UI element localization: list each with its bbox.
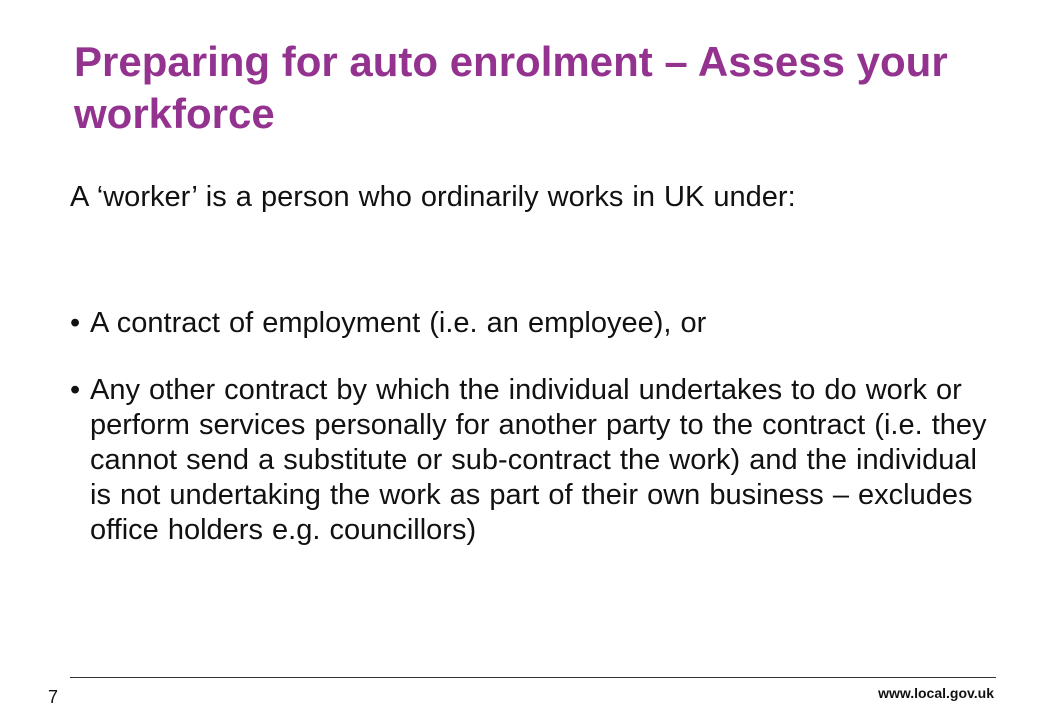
bullet-list [70, 306, 990, 548]
slide-title: Preparing for auto enrolment – Assess your workforce [74, 38, 948, 137]
bullet-text: Any other contract by which the individual undertakes to do work or perform services personally for another party to the contract (i.e. they cannot send a substitute or sub-contract the work) and the individual is not undertaking the work as part of their own business – excludes office holders e.g. councillors) [90, 374, 987, 546]
page-number: 7 [48, 687, 59, 707]
bullet-dot-icon: • [70, 374, 81, 406]
bullet-item-employment [70, 306, 990, 341]
bullet-text: A contract of employment (i.e. an employee), or [90, 307, 707, 339]
intro-text: A ‘worker’ is a person who ordinarily works in UK under: [70, 181, 796, 213]
footer-url: www.local.gov.uk [878, 685, 994, 701]
bullet-dot-icon: • [70, 307, 81, 339]
bullet-item-other-contract [70, 373, 990, 548]
footer-divider [70, 677, 996, 678]
